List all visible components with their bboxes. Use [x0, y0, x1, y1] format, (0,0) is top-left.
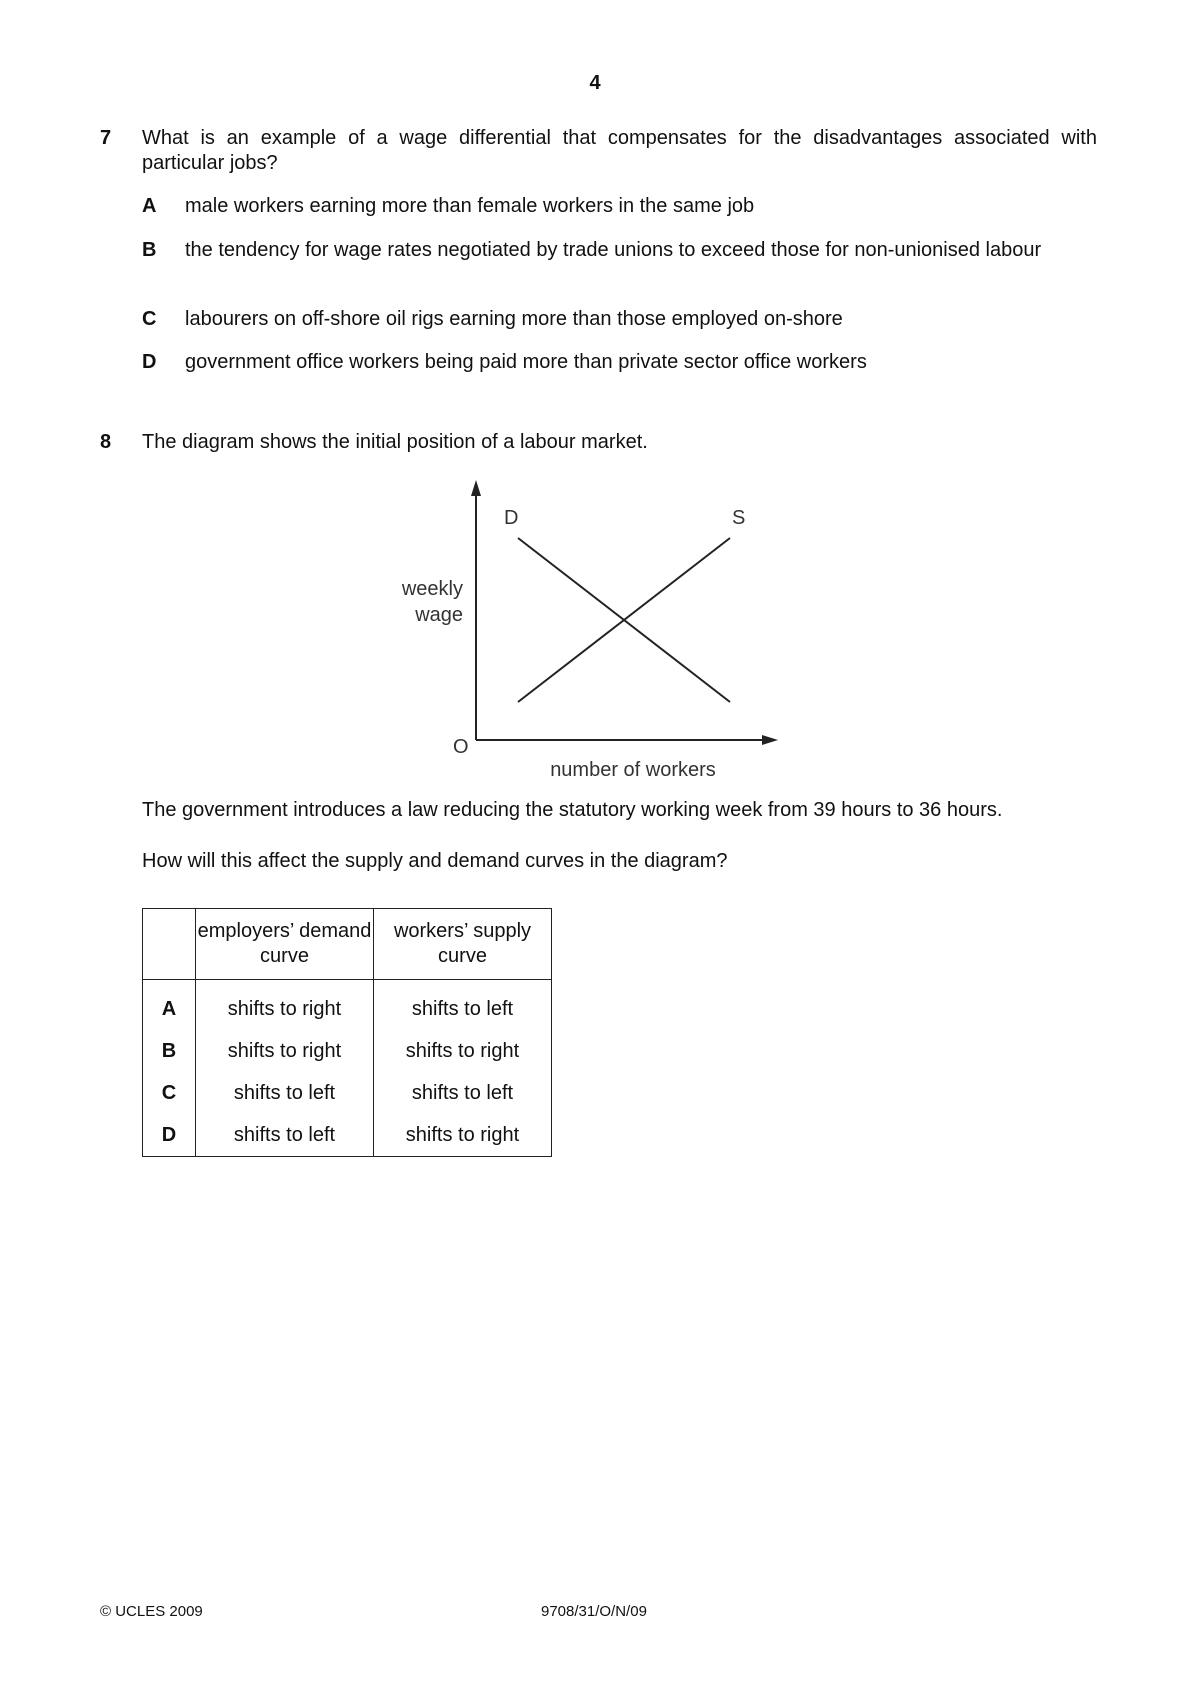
question-8-paragraph-2: How will this affect the supply and demand curves in the diagram? — [142, 850, 728, 872]
table-row — [143, 1030, 552, 1072]
option-letter: C — [142, 308, 157, 330]
row-supply: shifts to left — [374, 1072, 552, 1114]
option-letter: A — [142, 195, 157, 217]
y-axis-label-line1: weekly — [401, 578, 463, 600]
answer-table — [142, 908, 552, 1157]
row-letter: A — [143, 980, 196, 1031]
demand-label: D — [504, 507, 519, 529]
option-letter: D — [142, 351, 157, 373]
question-text: The diagram shows the initial position of a labour market. — [142, 431, 648, 453]
y-axis-arrow — [471, 480, 481, 496]
row-demand: shifts to right — [196, 1030, 374, 1072]
row-demand: shifts to left — [196, 1072, 374, 1114]
table-row — [143, 1072, 552, 1114]
question-number: 8 — [100, 431, 112, 453]
row-letter: B — [143, 1030, 196, 1072]
row-supply: shifts to right — [374, 1030, 552, 1072]
x-axis-label: number of workers — [550, 759, 716, 781]
row-letter: D — [143, 1114, 196, 1157]
row-letter: C — [143, 1072, 196, 1114]
row-supply: shifts to left — [374, 980, 552, 1031]
table-header-empty — [143, 909, 196, 980]
origin-label: O — [453, 736, 469, 758]
option-letter: B — [142, 239, 157, 261]
table-header-supply: workers’ supply curve — [374, 909, 552, 980]
table-row — [143, 1114, 552, 1157]
option-text: male workers earning more than female workers in the same job — [185, 195, 755, 217]
footer-copyright: © UCLES 2009 — [100, 1603, 203, 1620]
question-number: 7 — [100, 127, 112, 149]
table-header-row — [143, 909, 552, 980]
option-text: government office workers being paid more than private sector office workers — [185, 351, 867, 373]
footer-code: 9708/31/O/N/09 — [541, 1603, 647, 1620]
question-8-paragraph-1: The government introduces a law reducing the statutory working week from 39 hours to 36 hours. — [142, 799, 1003, 821]
table-row — [143, 980, 552, 1031]
row-demand: shifts to left — [196, 1114, 374, 1157]
option-text: the tendency for wage rates negotiated by trade unions to exceed those for non-unionised labour — [185, 239, 1042, 261]
y-axis-label-line2: wage — [415, 604, 463, 626]
page-number: 4 — [589, 72, 601, 94]
row-supply: shifts to right — [374, 1114, 552, 1157]
question-text: What is an example of a wage differential that compensates for the disadvantages associated with particular jobs? — [142, 127, 1097, 174]
row-demand: shifts to right — [196, 980, 374, 1031]
x-axis-arrow — [762, 735, 778, 745]
option-text: labourers on off-shore oil rigs earning more than those employed on-shore — [185, 308, 843, 330]
table-header-demand: employers’ demand curve — [196, 909, 374, 980]
supply-label: S — [732, 507, 746, 529]
labour-market-diagram — [380, 470, 820, 790]
